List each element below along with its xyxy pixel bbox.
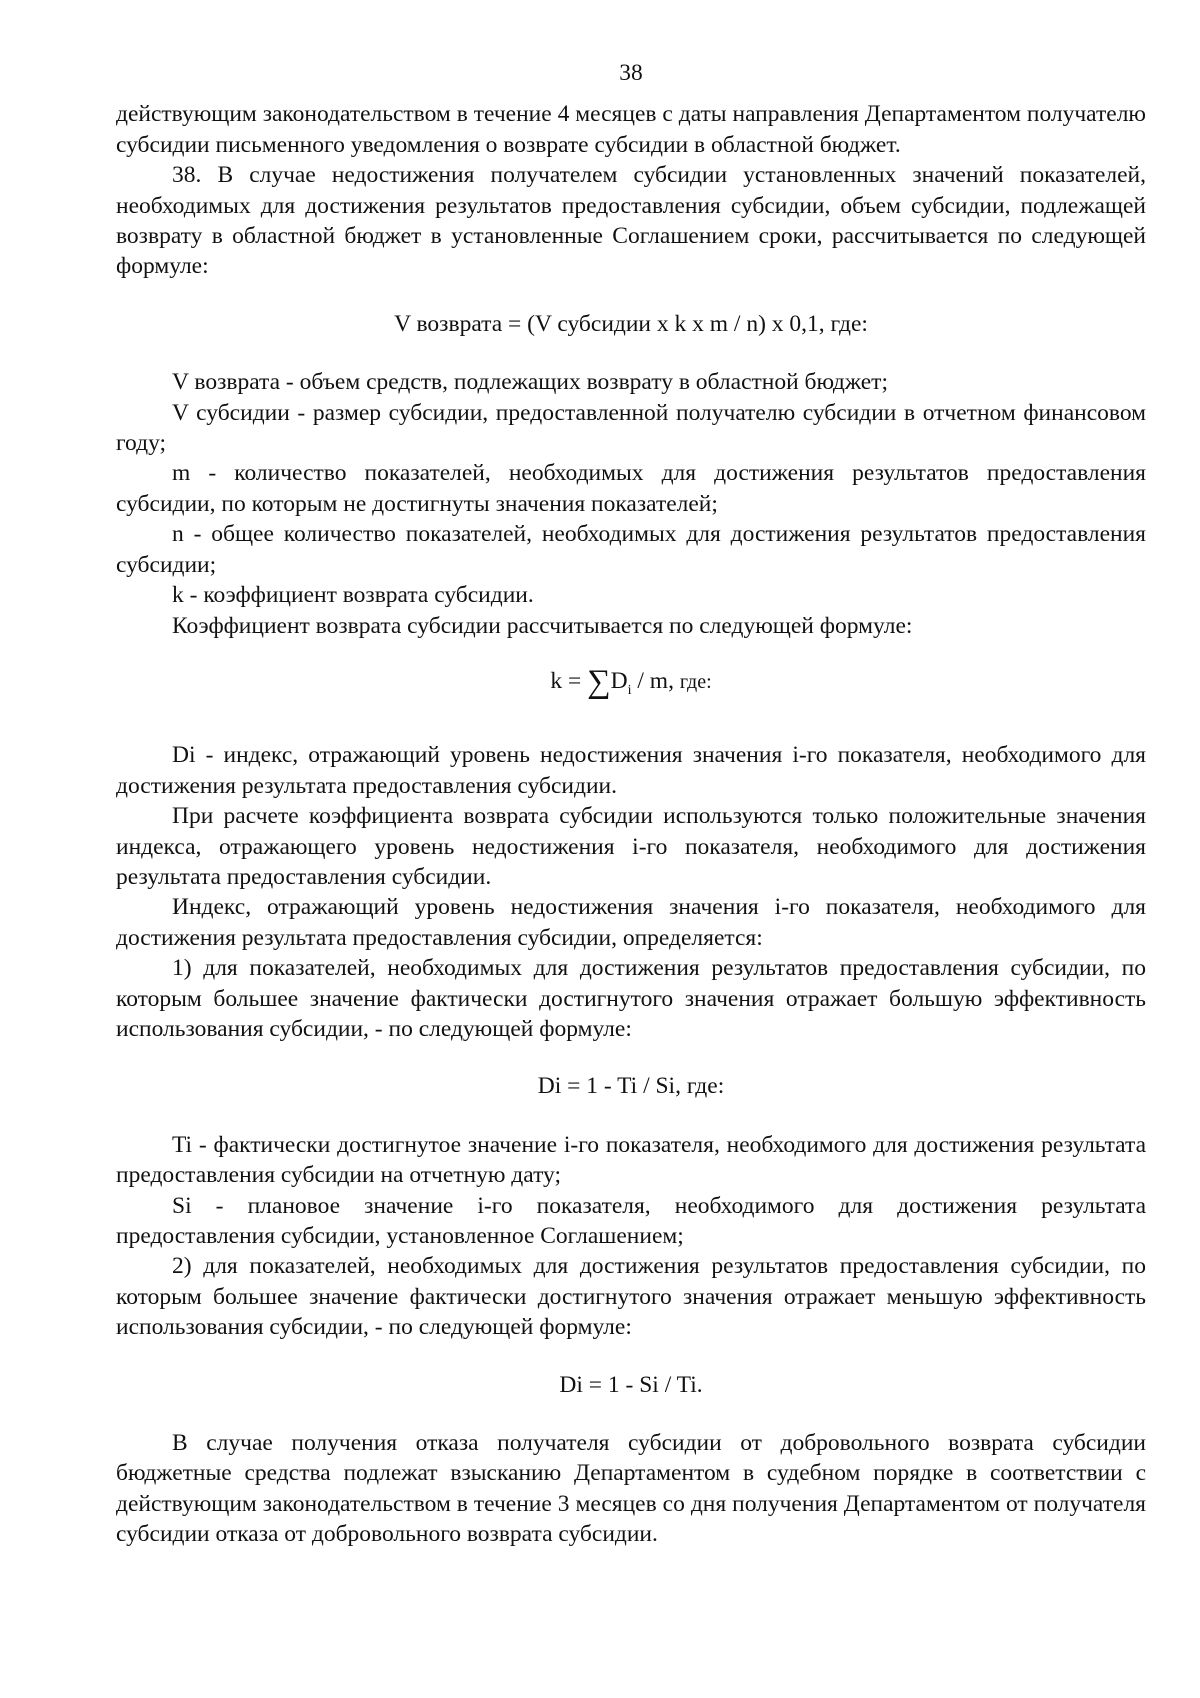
definition-v-subsidy: V субсидии - размер субсидии, предоставленной получателю субсидии в отчетном финансовом году; (116, 399, 1146, 457)
formula-k-subscript: i (627, 682, 632, 698)
paragraph-k-intro: Коэффициент возврата субсидии рассчитывается по следующей формуле: (172, 612, 913, 639)
formula-k-where: где: (679, 670, 712, 693)
definition-ti: Ti - фактически достигнутое значение i-го показателя, необходимого для достижения результата предоставления субсидии на отчетную дату; (116, 1131, 1146, 1189)
definition-v-return: V возврата - объем средств, подлежащих возврату в областной бюджет; (172, 369, 888, 396)
document-page (116, 58, 1146, 1550)
formula-k-divisor: / m, (631, 667, 680, 694)
formula-k (116, 663, 1146, 706)
formula-v-return: V возврата = (V субсидии x k x m / n) x 0,1, где: (394, 310, 868, 337)
formula-di-1: Di = 1 - Ti / Si, где: (537, 1073, 725, 1100)
sum-symbol: ∑ (587, 663, 611, 700)
paragraph-case-1: 1) для показателей, необходимых для достижения результатов предоставления субсидии, по которым большее значение фактически достигнутого значения отражает большую эффективность использования субсидии, - по следующей формуле: (116, 955, 1146, 1042)
page-number: 38 (619, 60, 643, 86)
formula-k-prefix: k = (550, 667, 588, 694)
definition-n: n - общее количество показателей, необходимых для достижения результатов предоставления субсидии; (116, 521, 1146, 578)
paragraph-case-2: 2) для показателей, необходимых для достижения результатов предоставления субсидии, по которым большее значение фактически достигнутого значения отражает меньшую эффективность использования субсидии, - по следующей формуле: (116, 1253, 1146, 1341)
definition-si: Si - плановое значение i-го показателя, необходимого для достижения результата предоставления субсидии, установленное Соглашением; (116, 1192, 1146, 1249)
formula-di-2: Di = 1 - Si / Ti. (559, 1371, 703, 1398)
paragraph-clause-38: 38. В случае недостижения получателем субсидии установленных значений показателей, необходимых для достижения результатов предоставления субсидии, объем субсидии, подлежащей возврату в областной бюджет в установленные Соглашением сроки, рассчитывается по следующей формуле: (116, 162, 1146, 280)
formula-k-d: D (610, 667, 628, 694)
paragraph-positive-values: При расчете коэффициента возврата субсидии используются только положительные значения индекса, отражающего уровень недостижения i-го показателя, необходимого для достижения результата предоставления субсидии. (116, 803, 1146, 890)
definition-di: Di - индекс, отражающий уровень недостижения значения i-го показателя, необходимого для достижения результата предоставления субсидии. (116, 742, 1146, 799)
paragraph-index-intro: Индекс, отражающий уровень недостижения значения i-го показателя, необходимого для достижения результата предоставления субсидии, определяется: (116, 894, 1146, 951)
paragraph-continuation: действующим законодательством в течение 4 месяцев с даты направления Департаментом получателю субсидии письменного уведомления о возврате субсидии в областной бюджет. (116, 101, 1146, 158)
definition-k: k - коэффициент возврата субсидии. (172, 582, 534, 609)
paragraph-refusal: В случае получения отказа получателя субсидии от добровольного возврата субсидии бюджетные средства подлежат взысканию Департаментом в судебном порядке в соответствии с действующим законодательством в течение 3 месяцев со дня получения Департаментом от получателя субсидии отказа от добровольного возврата субсидии. (116, 1430, 1146, 1548)
definition-m: m - количество показателей, необходимых для достижения результатов предоставления субсидии, по которым не достигнуты значения показателей; (116, 460, 1146, 517)
